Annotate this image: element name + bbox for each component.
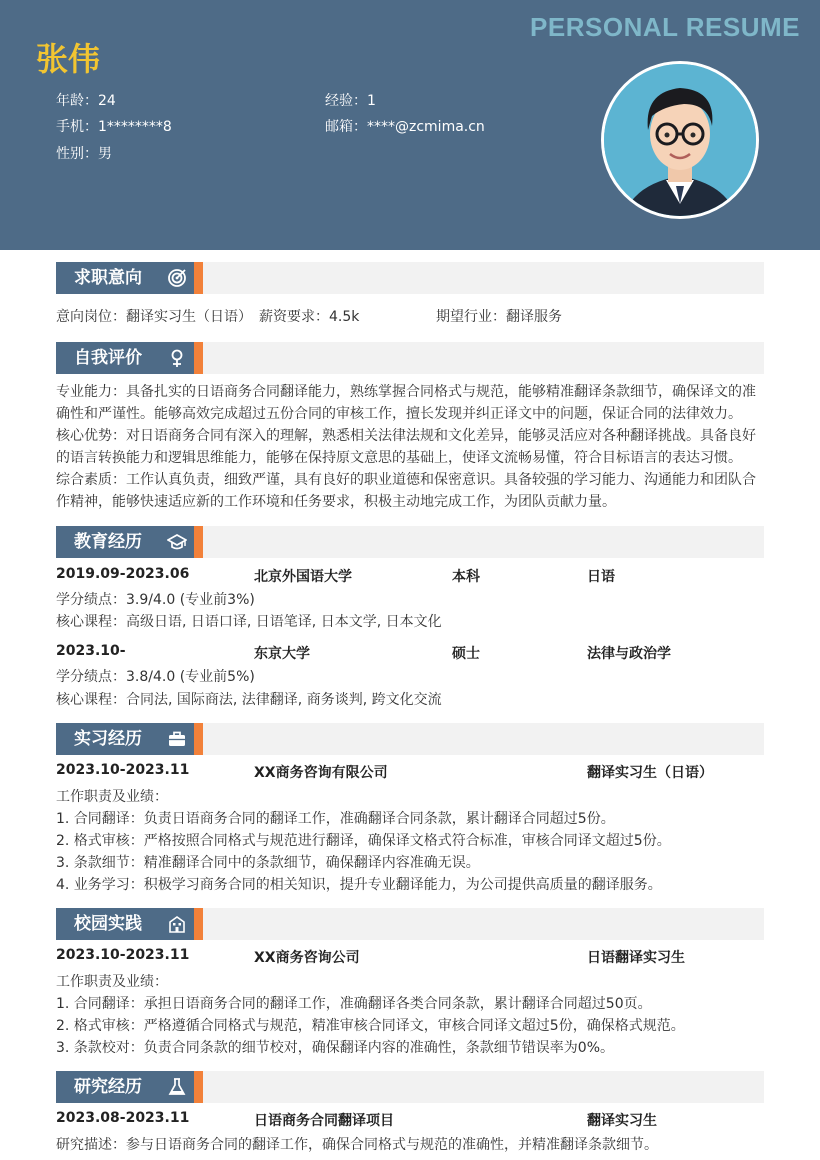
gender-field: 性别：男 bbox=[56, 146, 112, 162]
section-title-campus: 校园实践 bbox=[56, 908, 194, 940]
campus-date: 2023.10-2023.11 bbox=[56, 947, 190, 963]
candidate-name: 张伟 bbox=[36, 40, 101, 78]
research-description: 研究描述：参与日语商务合同的翻译工作，确保合同格式与规范的准确性，并精准翻译条款细节。 bbox=[56, 1137, 658, 1153]
self-eval-qualities: 综合素质：工作认真负责，细致严谨，具有良好的职业道德和保密意识。具备较强的学习能力、沟通能力和团队合作精神，能够快速适应新的工作环境和任务要求，积极主动地完成工作，为团队贡献力量。 bbox=[56, 472, 756, 510]
edu-2-gpa: 学分绩点：3.8/4.0 (专业前5%) bbox=[56, 669, 255, 685]
campus-duty: 2. 格式审核：严格遵循合同格式与规范，精准审核合同译文，审核合同译文超过5份，确保格式规范。 bbox=[56, 1018, 685, 1034]
experience-field: 经验：1 bbox=[325, 93, 376, 109]
intent-position: 意向岗位：翻译实习生（日语） bbox=[56, 309, 252, 325]
campus-duty: 3. 条款校对：负责合同条款的细节校对，确保翻译内容的准确性，条款细节错误率为0%。 bbox=[56, 1040, 615, 1056]
edu-1-major: 日语 bbox=[587, 569, 615, 585]
flask-icon bbox=[167, 1077, 187, 1097]
section-accent bbox=[194, 908, 203, 940]
intern-duty: 1. 合同翻译：负责日语商务合同的翻译工作，准确翻译合同条款，累计翻译合同超过5份。 bbox=[56, 811, 615, 827]
section-accent bbox=[194, 526, 203, 558]
section-accent bbox=[194, 342, 203, 374]
person-award-icon bbox=[167, 348, 187, 368]
edu-2-courses: 核心课程：合同法, 国际商法, 法律翻译, 商务谈判, 跨文化交流 bbox=[56, 692, 442, 708]
section-title-research: 研究经历 bbox=[56, 1071, 194, 1103]
section-accent bbox=[194, 1071, 203, 1103]
section-accent bbox=[194, 262, 203, 294]
edu-1-date: 2019.09-2023.06 bbox=[56, 566, 190, 582]
intent-salary: 薪资要求：4.5k bbox=[259, 309, 360, 325]
edu-2-major: 法律与政治学 bbox=[587, 646, 671, 662]
edu-2-school: 东京大学 bbox=[254, 646, 310, 662]
section-title-intent: 求职意向 bbox=[56, 262, 194, 294]
research-date: 2023.08-2023.11 bbox=[56, 1110, 190, 1126]
target-icon bbox=[167, 268, 187, 288]
edu-2-date: 2023.10- bbox=[56, 643, 126, 659]
campus-role: 日语翻译实习生 bbox=[587, 950, 685, 966]
edu-1-degree: 本科 bbox=[452, 569, 480, 585]
self-eval-strengths: 核心优势：对日语商务合同有深入的理解，熟悉相关法律法规和文化差异，能够灵活应对各种翻译挑战。具备良好的语言转换能力和逻辑思维能力，能够在保持原文意思的基础上，使译文流畅易懂，符合目标语言的表达习惯。 bbox=[56, 428, 756, 466]
intern-role: 翻译实习生（日语） bbox=[587, 765, 713, 781]
building-icon bbox=[167, 914, 187, 934]
edu-1-school: 北京外国语大学 bbox=[254, 569, 352, 585]
resume-title: PERSONAL RESUME bbox=[530, 12, 800, 42]
graduation-cap-icon bbox=[167, 532, 187, 552]
research-role: 翻译实习生 bbox=[587, 1113, 657, 1129]
campus-intro: 工作职责及业绩： bbox=[56, 974, 168, 990]
edu-1-gpa: 学分绩点：3.9/4.0 (专业前3%) bbox=[56, 592, 255, 608]
section-title-education: 教育经历 bbox=[56, 526, 194, 558]
section-research bbox=[56, 1071, 764, 1103]
section-campus bbox=[56, 908, 764, 940]
intern-duty: 3. 条款细节：精准翻译合同中的条款细节，确保翻译内容准确无误。 bbox=[56, 855, 480, 871]
research-project: 日语商务合同翻译项目 bbox=[254, 1113, 394, 1129]
campus-company: XX商务咨询公司 bbox=[254, 950, 360, 966]
intern-company: XX商务咨询有限公司 bbox=[254, 765, 388, 781]
section-self-eval bbox=[56, 342, 764, 374]
intern-duty: 4. 业务学习：积极学习商务合同的相关知识，提升专业翻译能力，为公司提供高质量的翻译服务。 bbox=[56, 877, 662, 893]
section-education bbox=[56, 526, 764, 558]
intent-industry: 期望行业：翻译服务 bbox=[436, 309, 562, 325]
age-field: 年龄：24 bbox=[56, 93, 116, 109]
campus-duty: 1. 合同翻译：承担日语商务合同的翻译工作，准确翻译各类合同条款，累计翻译合同超过50页。 bbox=[56, 996, 652, 1012]
section-title-self-eval: 自我评价 bbox=[56, 342, 194, 374]
header-banner bbox=[0, 0, 820, 250]
self-eval-professional: 专业能力：具备扎实的日语商务合同翻译能力，熟练掌握合同格式与规范，能够精准翻译条款细节，确保译文的准确性和严谨性。能够高效完成超过五份合同的审核工作，擅长发现并纠正译文中的问题，保证合同的法律效力。 bbox=[56, 384, 756, 422]
intern-duty: 2. 格式审核：严格按照合同格式与规范进行翻译，确保译文格式符合标准，审核合同译文超过5份。 bbox=[56, 833, 671, 849]
avatar bbox=[601, 61, 759, 219]
email-field: 邮箱：****@zcmima.cn bbox=[325, 119, 485, 135]
section-accent bbox=[194, 723, 203, 755]
intern-date: 2023.10-2023.11 bbox=[56, 762, 190, 778]
section-intent bbox=[56, 262, 764, 294]
section-internship bbox=[56, 723, 764, 755]
edu-2-degree: 硕士 bbox=[452, 646, 480, 662]
edu-1-courses: 核心课程：高级日语, 日语口译, 日语笔译, 日本文学, 日本文化 bbox=[56, 614, 442, 630]
intern-intro: 工作职责及业绩： bbox=[56, 789, 168, 805]
section-title-internship: 实习经历 bbox=[56, 723, 194, 755]
briefcase-icon bbox=[167, 729, 187, 749]
phone-field: 手机：1********8 bbox=[56, 119, 172, 135]
